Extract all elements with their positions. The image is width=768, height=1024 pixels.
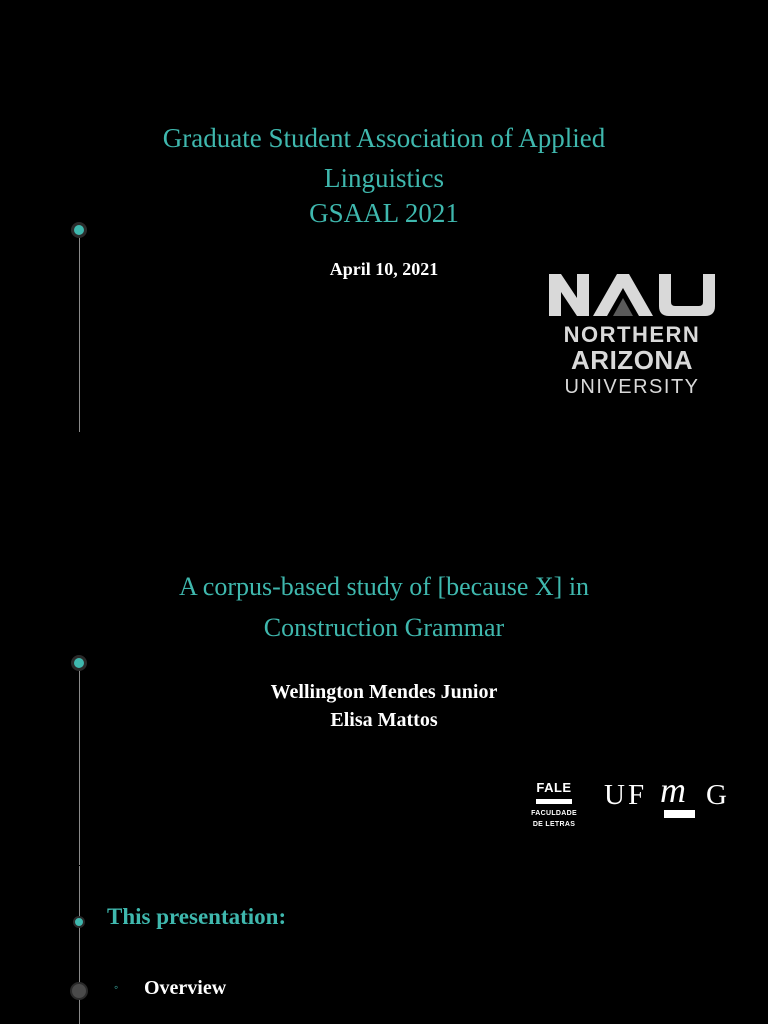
timeline-dot-slide2 [71,655,87,671]
presentation-title-line1: A corpus-based study of [because X] in [178,572,590,601]
timeline-line-slide1 [79,230,80,432]
ufmg-logo-graphic [604,774,734,824]
author-1: Wellington Mendes Junior [270,681,498,703]
conference-title [84,118,684,233]
fale-logo-sub1: FACULDADE [531,810,577,817]
conference-date: April 10, 2021 [329,259,439,279]
timeline-dot-item [70,982,88,1000]
bullet-marker: ◦ [114,980,119,994]
conference-title-line1: Graduate Student Association of Applied [162,123,606,153]
fale-logo-word: FALE [536,780,572,795]
nau-logo-graphic [547,272,717,398]
ufmg-logo-bar [664,810,695,818]
ufmg-logo-left: UF [604,779,648,811]
conference-title-line3: GSAAL 2021 [309,198,459,228]
nau-logo-line1: NORTHERN [563,322,701,347]
timeline-line-slide3 [79,866,80,1024]
timeline-dot-heading [73,916,85,928]
fale-logo-bar [536,799,572,804]
presentation-title-line2: Construction Grammar [263,613,505,642]
bullet-item-overview: Overview [144,977,227,999]
nau-logo-line3: UNIVERSITY [564,376,700,398]
timeline-line-slide2 [79,663,80,865]
author-2: Elisa Mattos [330,709,438,731]
fale-logo-sub2: DE LETRAS [532,821,576,828]
authors [184,678,584,734]
nau-logo-line2: ARIZONA [571,345,693,375]
ufmg-logo-mid: m [660,774,686,810]
fale-logo [526,780,582,836]
conference-title-line2: Linguistics [324,163,444,193]
ufmg-logo-right: G [706,779,727,811]
ufmg-logo [604,774,734,824]
presentation-heading: This presentation: [107,904,287,929]
presentation-title [84,566,684,648]
nau-logo [547,272,717,398]
